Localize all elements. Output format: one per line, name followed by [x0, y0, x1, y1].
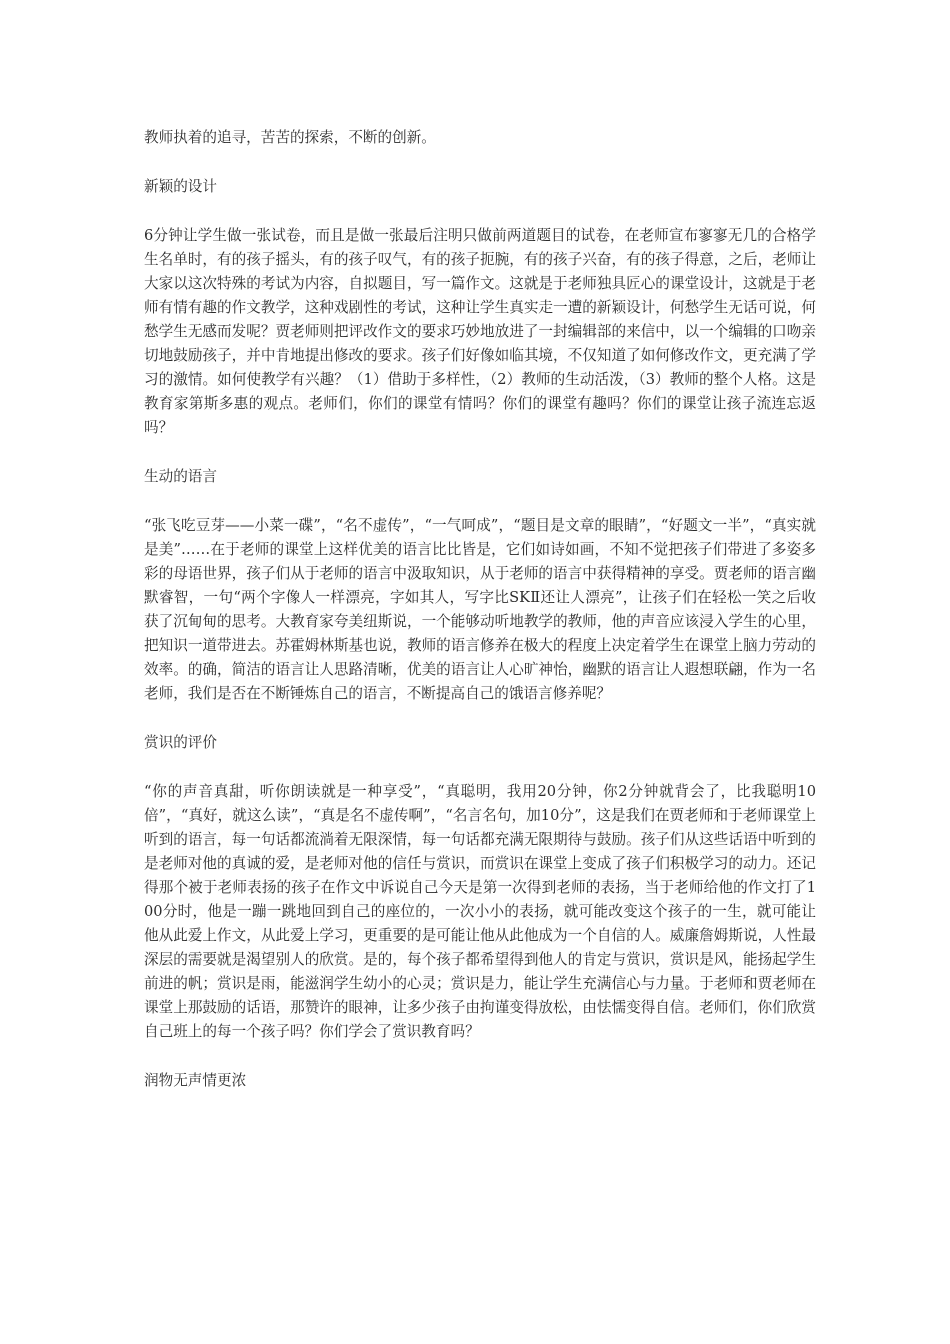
- section-heading-appreciation: 赏识的评价: [144, 734, 217, 751]
- section-heading-silent-care: 润物无声情更浓: [144, 1072, 247, 1089]
- section-body-appreciation: “你的声音真甜，听你朗读就是一种享受”，“真聪明，我用20分钟，你2分钟就背会了，比我聪明10倍”，“真好，就这么读”，“真是名不虚传啊”，“名言名句，加10分”，这是我们在贾老师和于老师课堂上听到的语言，每一句话都流淌着无限深情，每一句话都充满无限期待与鼓励。孩子们从这些话语中听到的是老师对他的真诚的爱，是老师对他的信任与赏识，而赏识在课堂上变成了孩子们积极学习的动力。还记得那个被于老师表扬的孩子在作文中诉说自己今天是第一次得到老师的表扬，当于老师给他的作文打了100分时，他是一蹦一跳地回到自己的座位的，一次小小的表扬，就可能改变这个孩子的一生，就可能让他从此爱上作文，从此爱上学习，更重要的是可能让他从此他成为一个自信的人。威廉詹姆斯说，人性最深层的需要就是渴望别人的欣赏。是的，每个孩子都希望得到他人的肯定与赏识，赏识是风，能扬起学生前进的帆；赏识是雨，能滋润学生幼小的心灵；赏识是力，能让学生充满信心与力量。于老师和贾老师在课堂上那鼓励的话语，那赞许的眼神，让多少孩子由拘谨变得放松，由怯懦变得自信。老师们，你们欣赏自己班上的每一个孩子吗？你们学会了赏识教育吗？: [144, 783, 816, 1040]
- spacer: [144, 440, 816, 465]
- section-heading-design: 新颖的设计: [144, 178, 217, 195]
- spacer: [144, 489, 816, 514]
- intro-paragraph: 教师执着的追寻，苦苦的探索，不断的创新。: [144, 129, 436, 146]
- spacer: [144, 199, 816, 224]
- spacer: [144, 706, 816, 731]
- section-body-design: 6分钟让学生做一张试卷，而且是做一张最后注明只做前两道题目的试卷，在老师宣布寥寥无几的合格学生名单时，有的孩子摇头，有的孩子叹气，有的孩子扼腕，有的孩子兴奋，有的孩子得意，之后，老师让大家以这次特殊的考试为内容，自拟题目，写一篇作文。这就是于老师独具匠心的课堂设计，这就是于老师有情有趣的作文教学，这种戏剧性的考试，这种让学生真实走一遭的新颖设计，何愁学生无话可说，何愁学生无感而发呢？贾老师则把评改作文的要求巧妙地放进了一封编辑部的来信中，以一个编辑的口吻亲切地鼓励孩子，并中肯地提出修改的要求。孩子们好像如临其境，不仅知道了如何修改作文，更充满了学习的激情。如何使教学有兴趣？（1）借助于多样性，（2）教师的生动活泼，（3）教师的整个人格。这是教育家第斯多惠的观点。老师们，你们的课堂有情吗？你们的课堂有趣吗？你们的课堂让孩子流连忘返吗？: [144, 227, 816, 436]
- spacer: [144, 1044, 816, 1069]
- spacer: [144, 150, 816, 175]
- section-heading-language: 生动的语言: [144, 468, 217, 485]
- document-page: [144, 126, 816, 1093]
- section-body-language: “张飞吃豆芽——小菜一碟”，“名不虚传”，“一气呵成”，“题目是文章的眼睛”，“好题文一半”，“真实就是美”……在于老师的课堂上这样优美的语言比比皆是，它们如诗如画，不知不觉把孩子们带进了多姿多彩的母语世界，孩子们从于老师的语言中汲取知识，从于老师的语言中获得精神的享受。贾老师的语言幽默睿智，一句“两个字像人一样漂亮，字如其人，写字比SKⅡ还让人漂亮”，让孩子们在轻松一笑之后收获了沉甸甸的思考。大教育家夸美纽斯说，一个能够动听地教学的教师，他的声音应该浸入学生的心里，把知识一道带进去。苏霍姆林斯基也说，教师的语言修养在极大的程度上决定着学生在课堂上脑力劳动的效率。的确，简洁的语言让人思路清晰，优美的语言让人心旷神怡，幽默的语言让人遐想联翩，作为一名老师，我们是否在不断锤炼自己的语言，不断提高自己的饿语言修养呢？: [144, 517, 816, 702]
- spacer: [144, 755, 816, 780]
